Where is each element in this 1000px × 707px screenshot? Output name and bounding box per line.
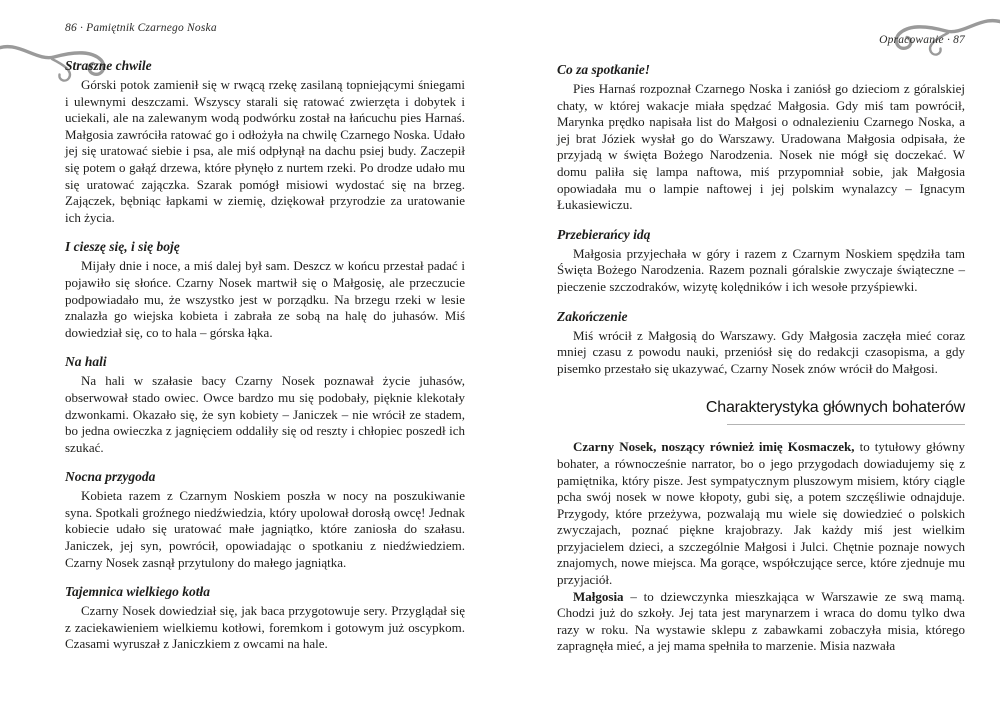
page-right [557, 22, 965, 655]
section [557, 309, 965, 378]
section [65, 239, 465, 341]
running-head-left: 86 · Pamiętnik Czarnego Noska [65, 22, 217, 34]
section-paragraph: Górski potok zamienił się w rwącą rzekę zasilaną topniejącymi śniegami i ulewnymi deszczami. Wszyscy starali się ratować zwierzęta i dobytek i uciekali, ale na zalewanym wodą podwórku został na łańcuchu pies Harnaś. Małgosia zawróciła ratować go i odłożyła na chwilę Czarnego Noska. Udało jej się uratować siebie i psa, ale miś odpłynął na dachu psiej budy. Zaczepił się potem o gałąź drzewa, które płynęło z nurtem rzeki. Po drodze udało mu się uratować zajączka. Szarak pomógł misiowi wydostać się na brzeg. Zajączek, bębniąc łapkami w ziemię, dziękował przyrodzie za uratowanie ich życia. [65, 77, 465, 225]
section-paragraph: Czarny Nosek dowiedział się, jak baca przygotowuje sery. Przyglądał się z zaciekawieniem wielkiemu kotłowi, foremkom i gotowym już oscypkom. Czasami wyruszał z Janiczkiem z owcami na hale. [65, 603, 465, 652]
section-heading: Nocna przygoda [65, 469, 156, 485]
section-paragraph: Kobieta razem z Czarnym Noskiem poszła w nocy na poszukiwanie syna. Spotkali groźnego niedźwiedzia, który upolował dorosłą owcę! Jednak kobiecie udało się uratować małe jagniątko, które zaniosła do szałasu. Janiczek, jej syn, powrócił, opowiadając o spotkaniu z niedźwiedziem. Czarny Nosek zasnął przytulony do małego jagniątka. [65, 488, 465, 570]
character-paragraph [557, 589, 965, 655]
section [65, 469, 465, 571]
section-heading: I cieszę się, i się boję [65, 239, 180, 255]
page-right-content [557, 62, 965, 655]
page-left-content [65, 58, 465, 653]
character-paragraph [557, 439, 965, 588]
character-description: to tytułowy główny bohater, a równocześnie narrator, bo o jego przygodach dowiadujemy się z pamiętnika, który pisze. Jest sympatycznym pluszowym misiem, który ciągle pcha swój nosek w nowe kłopoty, gubi się, a potem szczęśliwie odnajduje. Przygody, które przeżywa, pozwalają mu wiele się dowiedzieć o polskich zwyczajach, poznać piękne krajobrazy. Jak każdy miś jest wielkim przyjacielem dzieci, a szczególnie Małgosi i Julci. Chętnie poznaje nowych znajomych, nowe miejsca. Ma gorące, współczujące serce, które zjednuje mu przyjaciół. [557, 439, 965, 588]
section-paragraph: Mijały dnie i noce, a miś dalej był sam. Deszcz w końcu przestał padać i pojawiło się słońce. Czarny Nosek martwił się o Małgosię, ale przeczucie podpowiadało mu, że wszystko jest w porządku. Na brzegu rzeki w lesie znalazła go wiejska kobieta i zabrała ze sobą na halę do juhasów. Miś dowiedział się, co to hala – górska łąka. [65, 258, 465, 340]
chapter-rule [727, 424, 965, 425]
section-heading: Zakończenie [557, 308, 628, 324]
character-name: Małgosia [573, 588, 624, 604]
section-heading: Na hali [65, 354, 107, 370]
section-heading: Co za spotkanie! [557, 62, 651, 77]
page-left [65, 22, 465, 653]
character-description: – to dziewczynka mieszkająca w Warszawie ze swą mamą. Chodzi już do szkoły. Jej tata jest marynarzem i wraca do domu tylko dwa razy w roku. Na wystawie sklepu z zabawkami zobaczyła misia, którego zapragnęła mieć, a jej mama spełniła to marzenie. Misia nazwała [557, 588, 965, 654]
running-head-right: Opracowanie · 87 [879, 34, 965, 46]
character-name: Czarny Nosek, noszący również imię Kosmaczek, [573, 439, 855, 455]
section-paragraph: Miś wrócił z Małgosią do Warszawy. Gdy Małgosia zaczęła mieć coraz mniej czasu z powodu nauki, przeniósł się do redakcji czasopisma, a gdy pisemko przestało się ukazywać, Czarny Nosek znów wrócił do Małgosi. [557, 327, 965, 376]
section [65, 584, 465, 653]
section-paragraph: Małgosia przyjechała w góry i razem z Czarnym Noskiem spędziła tam Święta Bożego Narodzenia. Razem poznali góralskie zwyczaje świąteczne – pieczenie szczodraków, wizytę kolędników i ich wesołe przyśpiewki. [557, 245, 965, 294]
section [65, 58, 465, 226]
section-heading: Tajemnica wielkiego kotła [65, 584, 210, 600]
section [557, 227, 965, 296]
chapter-heading-block [557, 399, 965, 425]
section [65, 354, 465, 456]
section-paragraph: Pies Harnaś rozpoznał Czarnego Noska i zaniósł go dzieciom z góralskiej chaty, w której wakacje miała spędzać Małgosia. Gdy miś tam powrócił, Marynka prędko napisała list do Małgosi o odnalezieniu Czarnego Noska, a jej brat Józiek wysłał go do Warszawy. Uradowana Małgosia odpisała, że przyjadą w święta Bożego Narodzenia. Nosek nie mógł się doczekać. W domu paliła się lampa naftowa, miś przypomniał sobie, jak Małgosia opowiadała mu o lampie naftowej i jej polskim wynalazcy – Ignacym Łukasiewiczu. [557, 81, 965, 213]
section-heading: Straszne chwile [65, 58, 152, 73]
section-paragraph: Na hali w szałasie bacy Czarny Nosek poznawał życie juhasów, obserwował stado owiec. Owce bardzo mu się podobały, pięknie klekotały dzwonkami. Okazało się, że syn kobiety – Janiczek – nie wrócił ze stadem, bo jedna owieczka z jagnięciem oddaliły się od reszty i chłopiec poszedł ich szukać. [65, 373, 465, 455]
section [557, 62, 965, 214]
chapter-heading: Charakterystyka głównych bohaterów [705, 399, 965, 417]
section-heading: Przebierańcy idą [557, 226, 651, 242]
